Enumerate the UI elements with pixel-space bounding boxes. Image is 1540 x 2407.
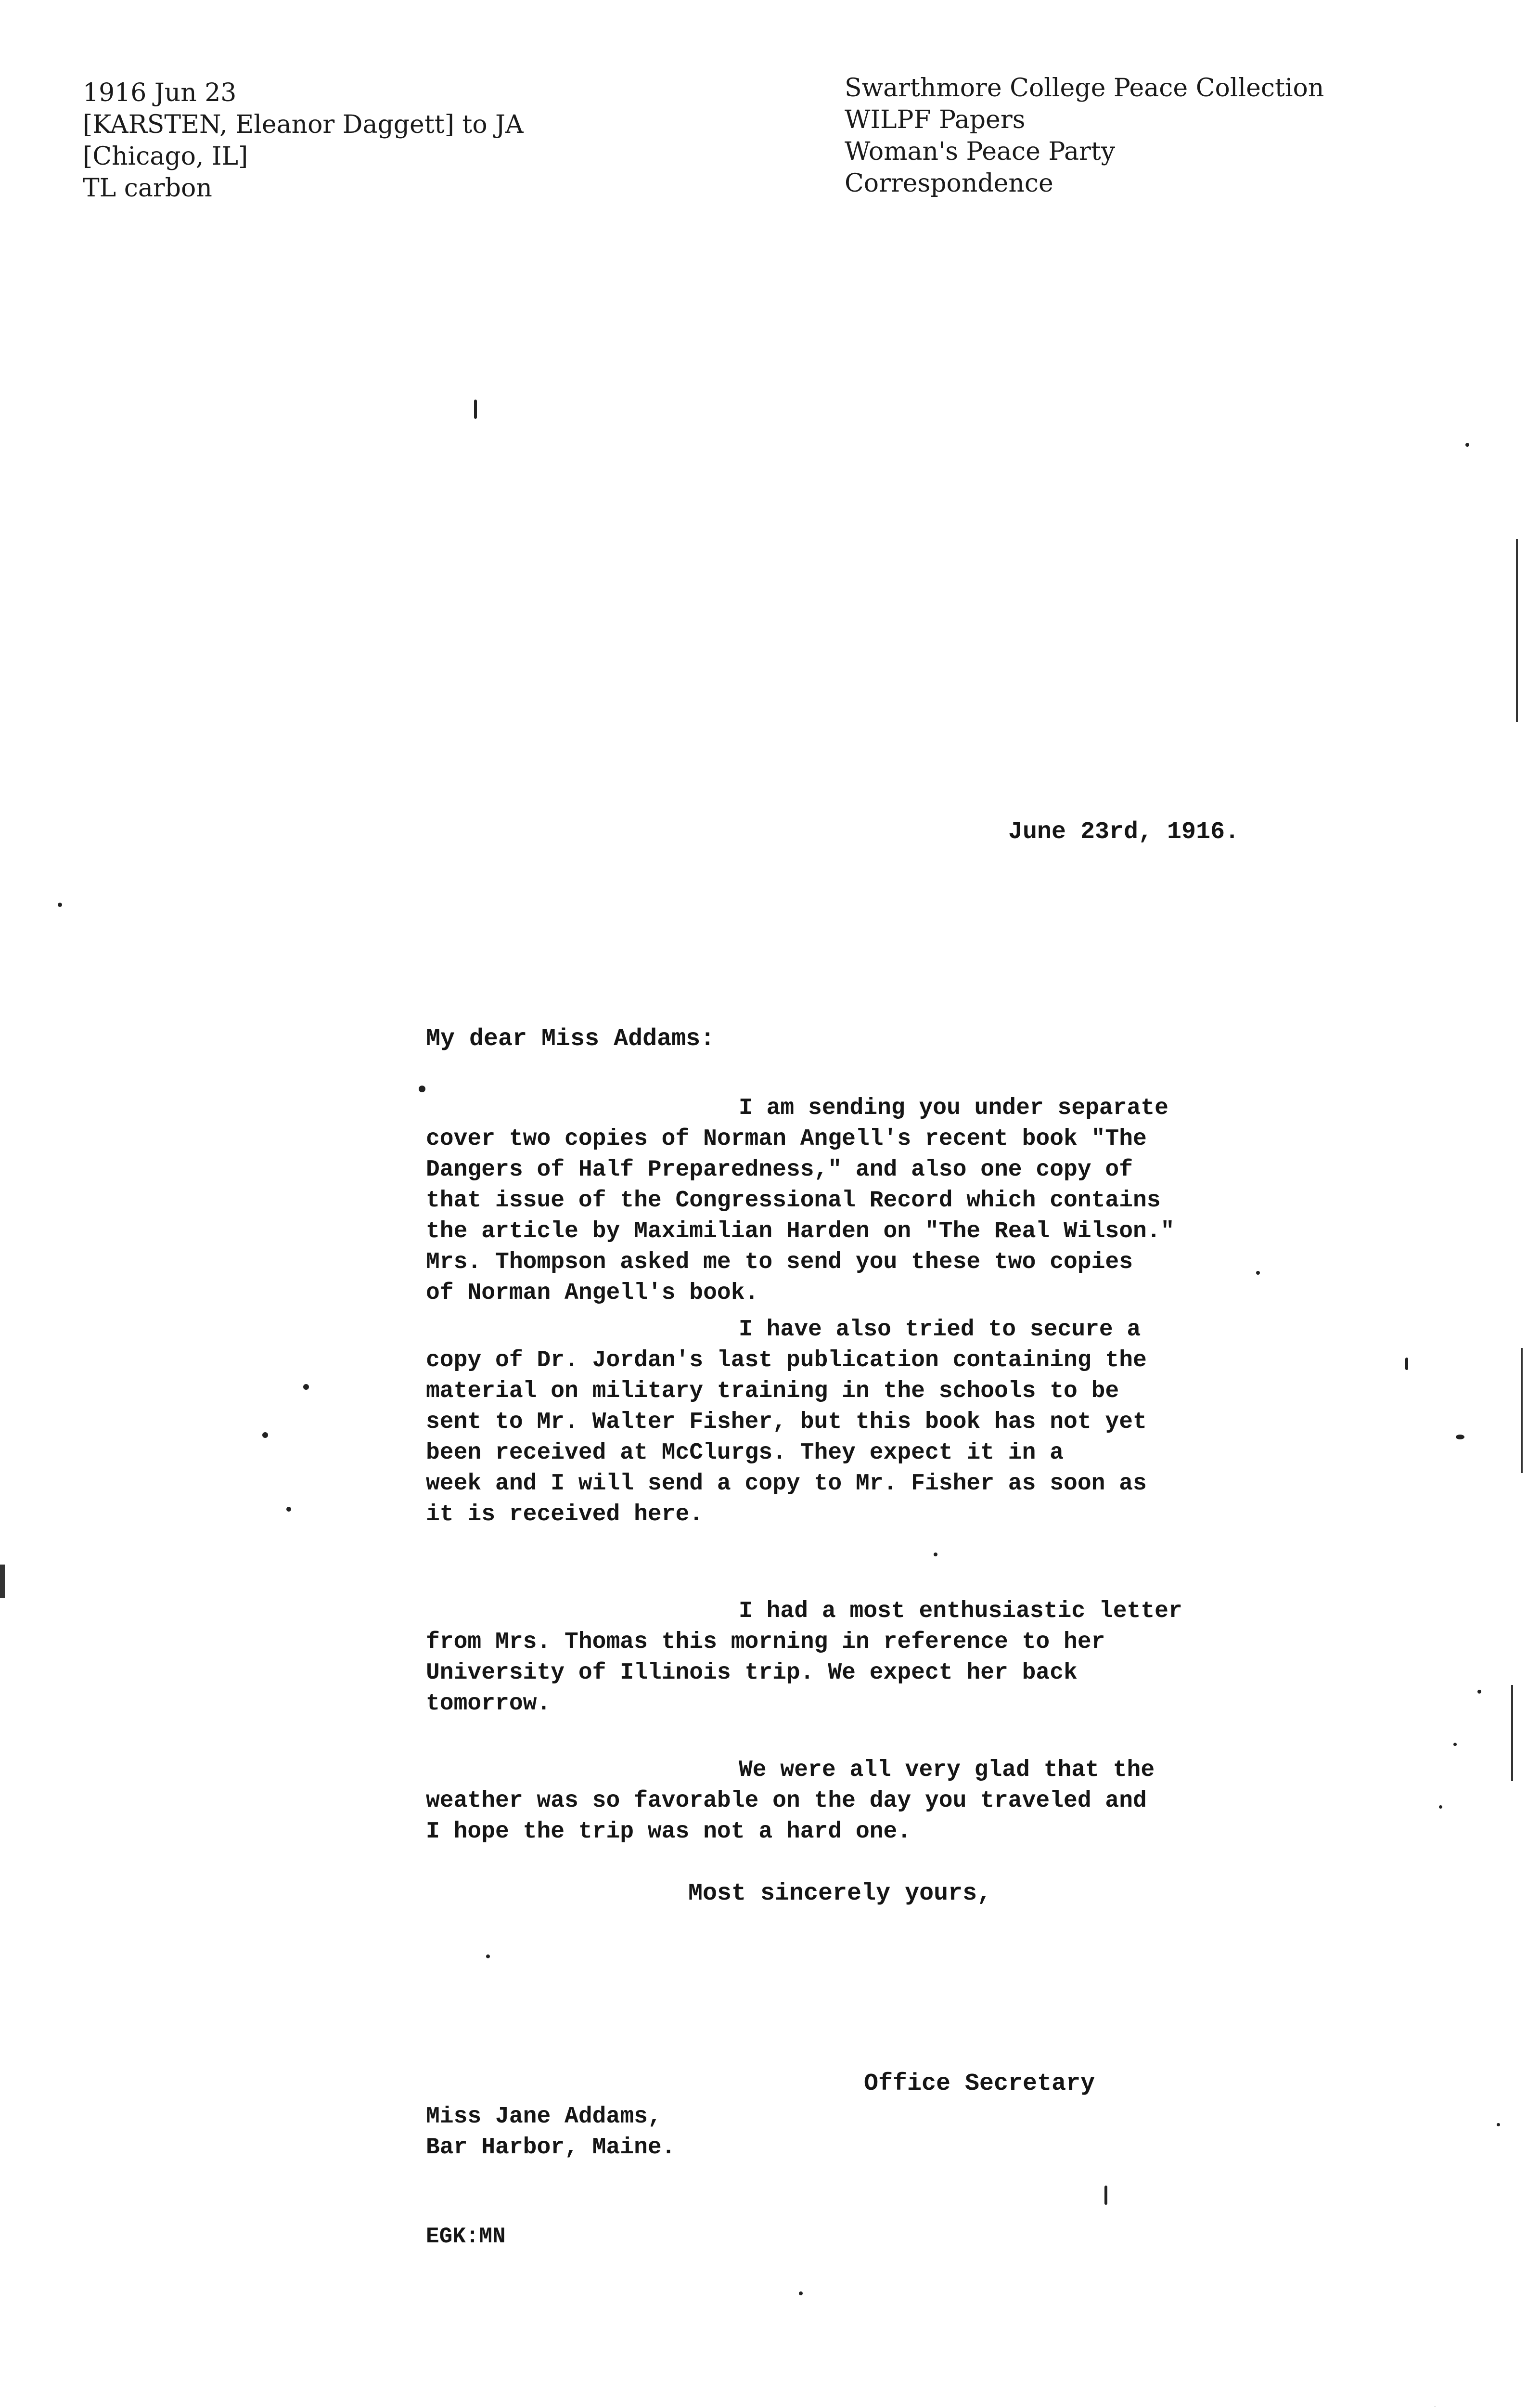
scan-edge-mark bbox=[1511, 1685, 1513, 1781]
paragraph-line: I hope the trip was not a hard one. bbox=[426, 1819, 911, 1845]
paragraph-line: I am sending you under separate bbox=[739, 1095, 1168, 1121]
paragraph-line: copy of Dr. Jordan's last publication containing the bbox=[426, 1347, 1147, 1373]
scan-speck bbox=[1453, 1743, 1457, 1746]
paragraph-line: been received at McClurgs. They expect it in a bbox=[426, 1440, 1064, 1466]
scan-speck bbox=[474, 400, 477, 419]
scan-speck bbox=[486, 1954, 490, 1958]
letter-closing: Most sincerely yours, bbox=[688, 1880, 992, 1907]
recipient-location: Bar Harbor, Maine. bbox=[426, 2135, 676, 2161]
letter-paragraph-1 bbox=[426, 1093, 1244, 1308]
scan-speck bbox=[1439, 1805, 1442, 1809]
scan-speck bbox=[1465, 443, 1469, 447]
archive-citation-block bbox=[83, 77, 708, 204]
scan-speck bbox=[1456, 1435, 1464, 1439]
typist-initials: EGK:MN bbox=[426, 2224, 506, 2249]
scan-edge-mark bbox=[1521, 1348, 1523, 1473]
paragraph-line: cover two copies of Norman Angell's recent book "The bbox=[426, 1126, 1147, 1152]
scan-edge-mark bbox=[0, 1565, 5, 1598]
paragraph-line: material on military training in the schools to be bbox=[426, 1378, 1119, 1404]
scan-bottom-edge-marks bbox=[0, 2397, 1540, 2407]
paragraph-line: weather was so favorable on the day you traveled and bbox=[426, 1788, 1147, 1814]
scan-speck bbox=[1477, 1690, 1481, 1694]
archive-correspondents: [KARSTEN, Eleanor Daggett] to JA bbox=[83, 110, 524, 139]
paragraph-line: We were all very glad that the bbox=[739, 1757, 1155, 1783]
scan-speck bbox=[934, 1553, 937, 1556]
paragraph-line: from Mrs. Thomas this morning in reference to her bbox=[426, 1629, 1105, 1655]
scan-speck bbox=[1104, 2186, 1107, 2205]
letter-paragraph-2 bbox=[426, 1314, 1244, 1530]
scan-speck bbox=[58, 903, 62, 907]
paragraph-line: Mrs. Thompson asked me to send you these two copies bbox=[426, 1249, 1133, 1275]
archive-place: [Chicago, IL] bbox=[83, 142, 248, 171]
scan-speck bbox=[262, 1432, 268, 1438]
paragraph-line: Dangers of Half Preparedness," and also one copy of bbox=[426, 1157, 1133, 1183]
archive-collection: Swarthmore College Peace Collection bbox=[845, 74, 1324, 103]
letter-paragraph-3 bbox=[426, 1596, 1244, 1719]
archive-collection-block bbox=[845, 72, 1470, 199]
paragraph-line: of Norman Angell's book. bbox=[426, 1280, 759, 1306]
paragraph-line: I have also tried to secure a bbox=[739, 1317, 1141, 1343]
paragraph-line: University of Illinois trip. We expect her back bbox=[426, 1660, 1078, 1686]
paragraph-line: the article by Maximilian Harden on "The Real Wilson." bbox=[426, 1218, 1175, 1244]
signature-title: Office Secretary bbox=[864, 2070, 1095, 2097]
paragraph-line: tomorrow. bbox=[426, 1691, 551, 1717]
archive-format: TL carbon bbox=[83, 174, 212, 203]
paragraph-line: sent to Mr. Walter Fisher, but this book has not yet bbox=[426, 1409, 1147, 1435]
scan-speck bbox=[303, 1384, 309, 1390]
scan-edge-mark bbox=[1516, 539, 1518, 722]
letter-date: June 23rd, 1916. bbox=[1008, 818, 1240, 846]
recipient-name: Miss Jane Addams, bbox=[426, 2104, 662, 2130]
letter-paragraph-4 bbox=[426, 1755, 1244, 1847]
archive-papers: WILPF Papers bbox=[845, 105, 1026, 134]
archive-subseries: Correspondence bbox=[845, 169, 1053, 198]
scan-speck bbox=[799, 2291, 803, 2295]
paragraph-line: I had a most enthusiastic letter bbox=[739, 1598, 1182, 1624]
archive-date: 1916 Jun 23 bbox=[83, 78, 237, 107]
scan-speck bbox=[286, 1507, 291, 1512]
scan-speck bbox=[1497, 2123, 1500, 2126]
paragraph-line: it is received here. bbox=[426, 1501, 704, 1527]
recipient-address bbox=[426, 2101, 675, 2163]
scan-speck bbox=[419, 1086, 425, 1092]
paragraph-line: week and I will send a copy to Mr. Fisher as soon as bbox=[426, 1471, 1147, 1497]
letter-salutation: My dear Miss Addams: bbox=[426, 1025, 715, 1053]
scan-speck bbox=[1256, 1271, 1260, 1275]
scan-speck bbox=[1405, 1358, 1408, 1370]
paragraph-line: that issue of the Congressional Record which contains bbox=[426, 1188, 1161, 1214]
archive-series: Woman's Peace Party bbox=[845, 137, 1116, 166]
